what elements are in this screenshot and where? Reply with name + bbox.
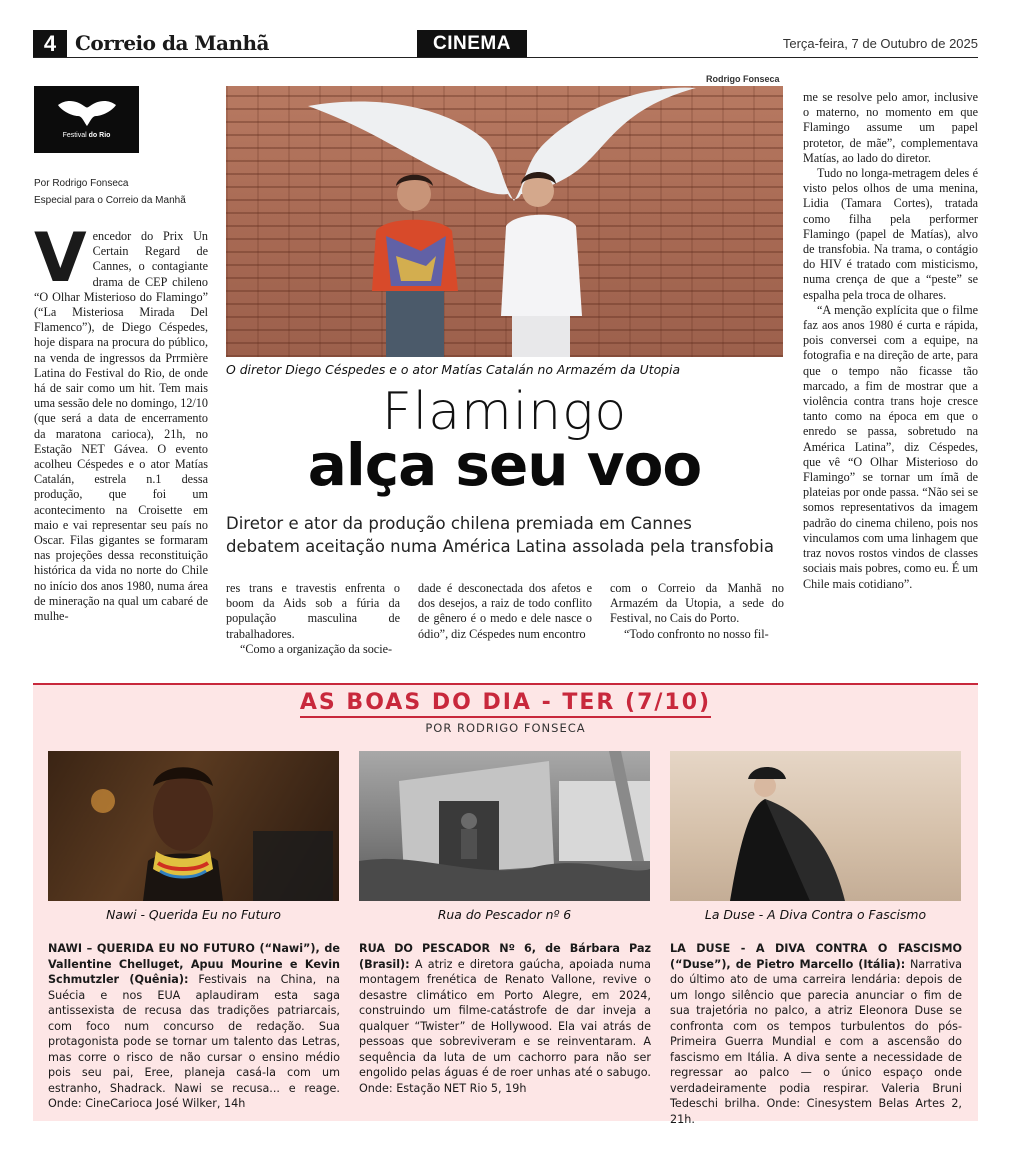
drop-cap: V	[34, 219, 87, 298]
article-text: Tudo no longa-metragem deles é visto pelos olhos de uma menina, Lidia (Tamara Cortes), tratada como filha pela performer Flamingo (papel de Matías), alvo de transfobia. Na trama, o contágio do HIV é tratado com misticismo, numa crença de que a “peste” se espalha pela troca de olhares.	[803, 166, 978, 302]
review-title: RUA DO PESCADOR Nº 6, de Bárbara Paz (Brasil):	[359, 942, 651, 971]
article-text: res trans e travestis enfrenta o boom da Aids sob a fúria da população masculina de trabalhadores.	[226, 581, 400, 641]
boas-byline: POR RODRIGO FONSECA	[425, 721, 586, 735]
photo-caption: O diretor Diego Céspedes e o ator Matías Catalán no Armazém da Utopia	[226, 362, 681, 377]
article-column-2	[226, 581, 400, 657]
article-text: “Como a organização da socie-	[240, 641, 393, 656]
thumbnail-illustration	[359, 751, 650, 901]
review-3	[670, 941, 962, 1127]
review-body: Narrativa do último ato de uma carreira lendária: depois de um longo silêncio que parecia anunciar o fim de sua trajetória no palco, a atriz Eleonora Duse se confronta com os tempos turbulentos do pós-Primeira Guerra Mundial e com a ascensão do fascismo em Itália. A diva sente a necessidade de regressar ao palco — o único espaço onde verdadeiramente podia respirar. Valeria Bruni Tedeschi brilha. Onde: Cinesystem Belas Artes 2, 21h.	[670, 957, 962, 1126]
main-photo	[226, 86, 783, 357]
article-text: com o Correio da Manhã no Armazém da Utopia, a sede do Festival, no Cais do Porto.	[610, 581, 784, 626]
boas-title	[33, 690, 978, 715]
issue-date: Terça-feira, 7 de Outubro de 2025	[782, 36, 978, 51]
deck	[226, 512, 786, 558]
page-number: 4	[33, 30, 67, 57]
article-text: me se resolve pelo amor, inclusive o materno, no momento em que Flamingo assume um papel protetor, de mãe”, complementava Matías, ao lado do diretor.	[803, 90, 978, 165]
thumbnail-nawi	[48, 751, 339, 901]
byline-role: Especial para o Correio da Manhã	[34, 195, 186, 206]
boas-do-dia-box	[33, 683, 978, 1126]
review-title: LA DUSE - A DIVA CONTRA O FASCISMO (“Duse”), de Pietro Marcello (Itália):	[670, 942, 962, 971]
article-column-1	[34, 219, 208, 624]
logo-text-bold: do Rio	[88, 132, 111, 139]
article-text: “A menção explícita que o filme faz aos anos 1980 é curta e rápida, pois conversei com a equipe, na fotografia e na direção de arte, para que o tempo não ficasse tão marcado, a fim de mostrar que a violência contra trans hoje cresce tanto como na época em que o enredo se passa, sobretudo na América Latina”, diz Céspedes, que vê “O Olhar Misterioso do Flamingo” se tornar um ímã de plateias por onde passa. “Não sei se somos representativos da imagem padrão do cinema chileno, pois nos vinculamos com uma linhagem que traz novos rostos vindos de classes sociais mais pobres, como eu. É um Chile mais cotidiano”.	[803, 302, 978, 591]
article-text: dade é desconectada dos afetos e dos desejos, a raiz de todo conflito de gênero é o medo e dele nasce o ódio”, diz Céspedes num encontro	[418, 581, 592, 641]
thumbnail-illustration	[670, 751, 961, 901]
deck-line-2: debatem aceitação numa América Latina assolada pela transfobia	[226, 537, 774, 556]
review-2	[359, 941, 651, 1096]
logo-text-prefix: Festival	[62, 132, 87, 139]
article-text: encedor do Prix Un Certain Regard de Cannes, o contagiante drama de CEP chileno “O Olhar Misterioso do Flamingo” (“La Misteriosa Mirada Del Flamenco”), de Diego Céspedes, hoje dispara na procura do público, na venda de ingressos da Prrmière Latina do Festival do Rio, de onde há de sair como um hit. Tem mais uma sessão dele no domingo, 12/10 (que será a data de encerramento da maratona carioca), 21h, no Estação NET Gávea. O evento acolheu Céspedes e o ator Matías Catalán, estrela n.1 dessa produção, que foi um acontecimento na Croisette em maio e vai representar seu país no Oscar. Filas gigantes se formaram nas projeções dessa reconstituição histórica da vida no norte do Chile no início dos anos 1980, numa área de mineração na qual um cabaré de mulhe-	[34, 229, 208, 624]
photo-illustration	[226, 86, 783, 357]
headline-line-2: alça seu voo	[307, 431, 702, 499]
review-body: Festivais na China, na Suécia e nos EUA aplaudiram esta saga antissexista de recusa das tradições patriarcais, com foco num concurso de redação. Sua protagonista pode se tornar um talento das Letras, mas corre o risco de não cursar o ensino médio pois seu pai, Eree, planeja casá-la com um estranho, Shadrack. Nawi se recusa... e reage. Onde: CineCarioca José Wilker, 14h	[48, 973, 340, 1110]
review-1	[48, 941, 340, 1112]
festival-logo	[34, 86, 139, 153]
thumbnail-caption-1: Nawi - Querida Eu no Futuro	[106, 907, 281, 922]
deck-line-1: Diretor e ator da produção chilena premiada em Cannes	[226, 514, 692, 533]
article-column-5	[803, 90, 978, 592]
photo-credit: Rodrigo Fonseca	[706, 74, 780, 84]
boas-title-text: AS BOAS DO DIA - TER (7/10)	[300, 690, 711, 718]
review-title: NAWI – QUERIDA EU NO FUTURO (“Nawi”), de Vallentine Chelluget, Apuu Mourine e Kevin Schmutzler (Quênia):	[48, 942, 340, 986]
thumbnail-illustration	[48, 751, 339, 901]
byline-author: Por Rodrigo Fonseca	[34, 178, 129, 189]
review-body: A atriz e diretora gaúcha, apoiada numa montagem frenética de Renato Vallone, revive o desastre climático em Porto Alegre, em 2024, construindo um filme-catástrofe de dar inveja a qualquer “Twister” de Hollywood. Ela vai atrás de pessoas que sobreviveram e se reinventaram. A sequência da luta de um cachorro para não ser engolido pelas águas é de roer unhas até o sabugo. Onde: Estação NET Rio 5, 19h	[359, 957, 651, 1095]
paper-name: Correio da Manhã	[75, 31, 270, 55]
thumbnail-rua-do-pescador	[359, 751, 650, 901]
logo-caption	[34, 132, 139, 139]
masthead	[33, 30, 978, 58]
thumbnail-caption-2: Rua do Pescador nº 6	[437, 907, 572, 922]
thumbnail-caption-3: La Duse - A Diva Contra o Fascismo	[704, 907, 927, 922]
article-text: “Todo confronto no nosso fil-	[624, 626, 769, 641]
article-column-3	[418, 581, 592, 642]
thumbnail-la-duse	[670, 751, 961, 901]
flamingo-wing-icon	[56, 96, 118, 130]
article-column-4	[610, 581, 784, 642]
section-label: CINEMA	[417, 30, 527, 57]
headline-line-1: Flamingo	[381, 382, 628, 442]
